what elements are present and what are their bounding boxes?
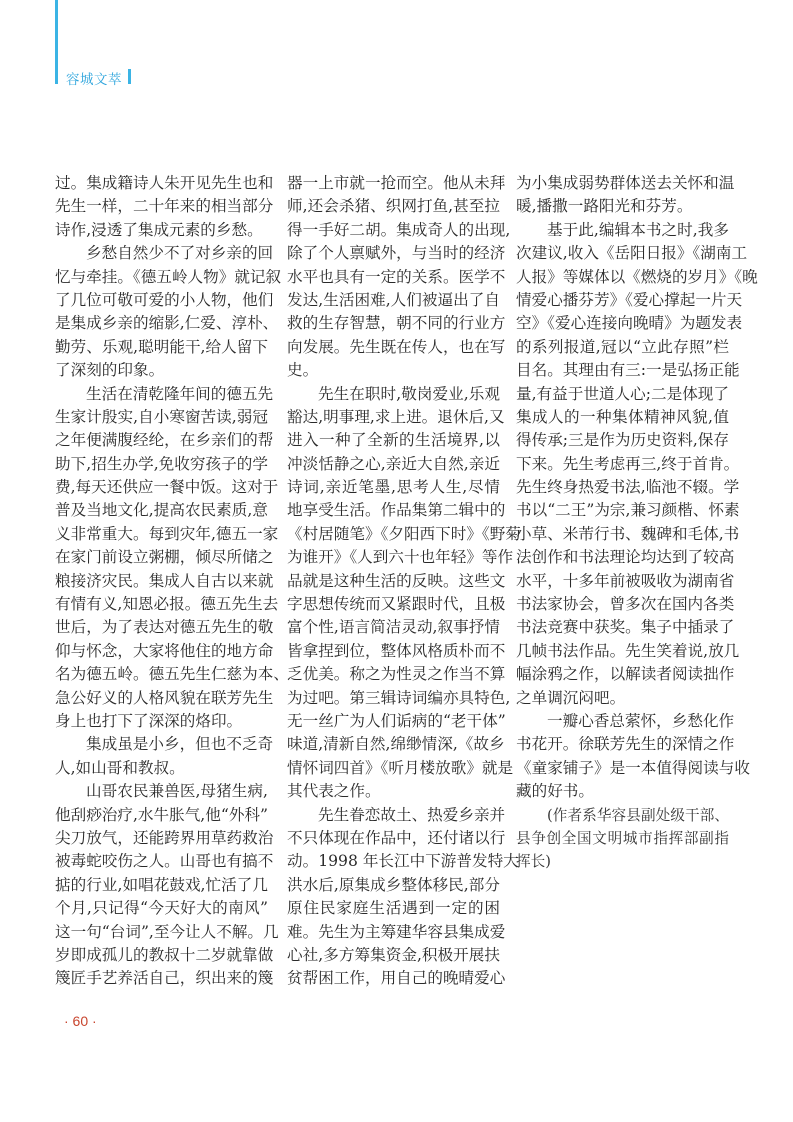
text-line: 品就是这种生活的反映。这些文 (287, 571, 506, 590)
text-line: 为谁开》《人到六十也年轻》等作 (287, 548, 514, 567)
text-line: 心社,多方筹集资金,积极开展扶 (287, 945, 500, 964)
text-line: 了深刻的印象。 (55, 361, 165, 380)
text-line: 县争创全国文明城市指挥部副指 (516, 829, 729, 847)
accent-rule (55, 0, 58, 84)
text-line: 有情有义,知恩必报。德五先生去 (55, 595, 279, 614)
paragraph (55, 172, 274, 242)
text-line: 的系列报道,冠以“立此存照”栏 (516, 337, 729, 356)
text-line: 皆拿捏到位，整体风格质朴而不 (287, 641, 506, 660)
page-number: · 60 · (64, 1013, 97, 1029)
text-line: 掂的行业,如唱花鼓戏,忙活了几 (55, 875, 268, 894)
text-line: 进入一种了全新的生活境界,以 (287, 431, 500, 450)
text-line: 其代表之作。 (287, 782, 381, 801)
text-line: 《村居随笔》《夕阳西下时》《野菊 (287, 524, 521, 543)
text-line: 冲淡恬静之心,亲近大自然,亲近 (287, 454, 500, 473)
text-line: 过。集成籍诗人朱开见先生也和 (55, 174, 274, 192)
text-line: 藏的好书。 (516, 782, 594, 801)
text-line: 小草、米芾行书、魏碑和毛体,书 (516, 524, 740, 543)
text-line: 法创作和书法理论均达到了较高 (516, 548, 735, 567)
text-line: 诗词,亲近笔墨,思考人生,尽情 (287, 478, 500, 497)
text-line: 忆与牵挂。《德五岭人物》就记叙 (55, 267, 282, 286)
author-note (516, 804, 729, 874)
text-line: 为小集成弱势群体送去关怀和温 (516, 174, 735, 192)
text-line: 人,如山哥和教叔。 (55, 758, 185, 777)
text-line: 不只体现在作品中，还付诸以行 (287, 828, 506, 847)
text-line: 一瓣心香总萦怀，乡愁化作 (547, 711, 735, 730)
column-2 (287, 172, 521, 991)
text-line: 岁即成孤儿的教叔十二岁就靠做 (55, 945, 274, 964)
text-line: 勤劳、乐观,聪明能干,给人留下 (55, 337, 268, 356)
text-line: 器一上市就一抢而空。他从未拜 (287, 174, 506, 192)
text-line: 在家门前设立粥棚，倾尽所储之 (55, 548, 274, 567)
text-line: 尖刀放气，还能跨界用草药救治 (55, 828, 274, 847)
text-line: 难。先生为主筹建华容县集成爱 (287, 922, 506, 941)
text-line: 下来。先生考虑再三,终于首肯。 (516, 454, 740, 473)
paragraph (287, 804, 519, 991)
text-line: 是集成乡亲的缩影,仁爱、淳朴、 (55, 314, 279, 333)
text-line: 乏优美。称之为性灵之作当不算 (287, 665, 506, 684)
text-line: 幅涂鸦之作，以解读者阅读拙作 (516, 665, 735, 684)
text-line: 书以“二王”为宗,兼习颜楷、怀素 (516, 501, 740, 520)
paragraph (287, 383, 521, 804)
text-line: 救的生存智慧，朝不同的行业方 (287, 314, 506, 333)
text-line: 基于此,编辑本书之时,我多 (547, 220, 729, 239)
text-line: 个月,只记得“今天好大的南风” (55, 899, 268, 918)
text-line: 无一丝广为人们诟病的“老干体” (287, 711, 506, 730)
text-line: 先生一样，二十年来的相当部分 (55, 197, 274, 216)
text-line: 水平，十多年前被吸收为湖南省 (516, 571, 735, 590)
section-title: 容城文萃 (66, 72, 122, 88)
paragraph (55, 242, 282, 382)
text-line: 豁达,明事理,求上进。退休后,又 (287, 407, 505, 426)
text-line: 人报》等媒体以《燃烧的岁月》《晚 (516, 267, 758, 286)
text-line: 仰与怀念，大家将他住的地方命 (55, 641, 274, 660)
text-line: 富个性,语言简洁灵动,叙事抒情 (287, 618, 500, 637)
column-1 (55, 172, 289, 991)
text-line: 普及当地文化,提高农民素质,意 (55, 501, 268, 520)
text-line: 发达,生活困难,人们被逼出了自 (287, 290, 500, 309)
text-line: 目名。其理由有三:一是弘扬正能 (516, 361, 740, 380)
text-line: 他刮痧治疗,水牛胀气,他“外科” (55, 805, 268, 824)
text-line: 挥长) (516, 853, 551, 871)
text-line: 情怀词四首》《听月楼放歌》就是 (287, 758, 514, 777)
text-line: 得传承;三是作为历史资料,保存 (516, 431, 729, 450)
text-line: 字思想传统而又紧跟时代，且极 (287, 595, 506, 614)
paragraph (516, 710, 750, 804)
text-line: 集成虽是小乡，但也不乏奇 (86, 735, 274, 754)
text-line: 量,有益于世道人心;二是体现了 (516, 384, 729, 403)
paragraph (55, 733, 274, 780)
text-line: 贫帮困工作，用自己的晚晴爱心 (287, 969, 506, 988)
text-line: 被毒蛇咬伤之人。山哥也有搞不 (55, 852, 274, 871)
text-line: 先生终身热爱书法,临池不辍。学 (516, 478, 740, 497)
text-line: 世后，为了表达对德五先生的敬 (55, 618, 274, 637)
text-line: 除了个人禀赋外，与当时的经济 (287, 244, 506, 263)
text-line: 身上也打下了深深的烙印。 (55, 711, 243, 730)
text-line: 山哥农民兼兽医,母猪生病, (86, 782, 268, 801)
paragraph (287, 172, 511, 383)
text-line: 为过吧。第三辑诗词编亦具特色, (287, 688, 511, 707)
text-line: 先生在职时,敬岗爱业,乐观 (318, 384, 500, 403)
text-line: 几帧书法作品。先生笑着说,放几 (516, 641, 740, 660)
text-line: 急公好义的人格风貌在联芳先生 (55, 688, 274, 707)
text-line: 这一句“台词”,至今让人不解。几 (55, 922, 279, 941)
text-line: 集成人的一种集体精神风貌,值 (516, 407, 729, 426)
text-line: (作者系华容县副处级干部、 (547, 806, 729, 824)
paragraph (516, 172, 735, 219)
text-line: 味道,清新自然,绵缈情深,《故乡 (287, 735, 505, 754)
text-line: 书法家协会，曾多次在国内各类 (516, 595, 735, 614)
text-line: 向发展。先生既在传人，也在写 (287, 337, 506, 356)
text-line: 义非常重大。每到灾年,德五一家 (55, 524, 279, 543)
column-3 (516, 172, 758, 874)
text-line: 之年便满腹经纶，在乡亲们的帮 (55, 431, 274, 450)
section-marker (128, 69, 131, 84)
text-line: 费,每天还供应一餐中饭。这对于 (55, 478, 279, 497)
text-line: 生家计殷实,自小寒窗苦读,弱冠 (55, 407, 268, 426)
text-line: 史。 (287, 361, 319, 380)
text-line: 洪水后,原集成乡整体移民,部分 (287, 875, 500, 894)
text-line: 书花开。徐联芳先生的深情之作 (516, 735, 735, 754)
text-line: 之单调沉闷吧。 (516, 688, 626, 707)
text-line: 原住民家庭生活遇到一定的困 (287, 899, 500, 918)
text-line: 助下,招生办学,免收穷孩子的学 (55, 454, 268, 473)
text-line: 诗作,浸透了集成元素的乡愁。 (55, 220, 263, 239)
text-line: 师,还会杀猪、织网打鱼,甚至拉 (287, 197, 500, 216)
text-line: 次建议,收入《岳阳日报》《湖南工 (516, 244, 748, 263)
text-line: 暖,播撒一路阳光和芬芳。 (516, 197, 693, 216)
text-line: 《童家铺子》是一本值得阅读与收 (516, 758, 750, 777)
text-line: 粮接济灾民。集成人自古以来就 (55, 571, 274, 590)
paragraph (55, 383, 289, 734)
text-line: 名为德五岭。德五先生仁慈为本、 (55, 665, 289, 684)
text-line: 先生眷恋故土、热爱乡亲并 (318, 805, 506, 824)
paragraph (516, 219, 758, 710)
text-line: 书法竞赛中获奖。集子中插录了 (516, 618, 735, 637)
text-line: 生活在清乾隆年间的德五先 (86, 384, 274, 403)
text-line: 动。1998 年长江中下游普发特大 (287, 852, 519, 871)
text-line: 乡愁自然少不了对乡亲的回 (86, 244, 274, 263)
text-line: 空》《爱心连接向晚晴》为题发表 (516, 314, 743, 333)
text-line: 得一手好二胡。集成奇人的出现, (287, 220, 511, 239)
text-line: 了几位可敬可爱的小人物，他们 (55, 290, 274, 309)
paragraph (55, 780, 279, 991)
text-line: 情爱心播芬芳》《爱心撑起一片天 (516, 290, 743, 309)
text-line: 水平也具有一定的关系。医学不 (287, 267, 506, 286)
text-line: 地享受生活。作品集第二辑中的 (287, 501, 506, 520)
text-line: 篾匠手艺养活自己，织出来的篾 (55, 969, 274, 988)
